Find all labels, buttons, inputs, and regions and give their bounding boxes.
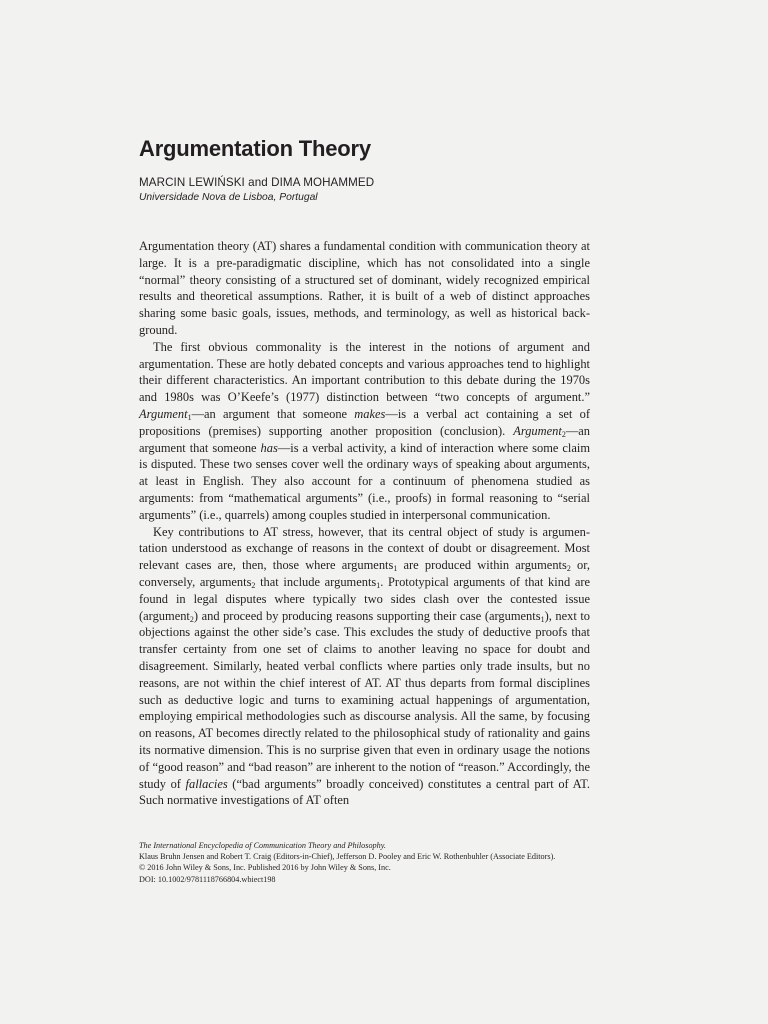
paragraph-2 (139, 339, 590, 524)
paragraph-1: Argumentation theory (AT) shares a fundamental condition with communication theory at large. It is a pre-paradigmatic discipline, which has not consolidated into a single “normal” theory consisting of a structured set of dominant, widely recognized empirical results and theoretical assumptions. Rather, it is built of a web of distinct approaches sharing some basic goals, issues, methods, and terminology, as well as historical background. (139, 239, 590, 337)
subscript: 1 (376, 580, 381, 590)
paragraph-3-text: are produced within arguments (397, 558, 567, 573)
subscript: 2 (566, 564, 571, 574)
subscript: 1 (187, 412, 192, 422)
term-argument-2: Argument (513, 423, 562, 438)
subscript: 1 (540, 614, 545, 624)
emphasis-has: has (260, 440, 278, 455)
paragraph-2-text: —is a verbal act containing a set of propositions (premises) supporting another proposition (conclusion). (139, 406, 590, 438)
paragraph-3-text: that include arguments (255, 574, 377, 589)
footer-editors: Klaus Bruhn Jensen and Robert T. Craig (Editors-in-Chief), Jefferson D. Pooley and Eric W. Rothenbuhler (Associate Editors). (139, 852, 556, 862)
footer-doi: DOI: 10.1002/9781118766804.wbiect198 (139, 874, 276, 884)
paragraph-2-text: —an argument that someone (191, 406, 355, 421)
term-argument-1: Argument (139, 406, 188, 421)
publication-footer (139, 840, 599, 885)
paragraph-3-text: ), next to objections against the other side’s case. This excludes the study of deductive proofs that transfer certainty from one set of claims to another leaving no space for doubt and disagreement. Similarly, heated verbal conflicts where parties only trade insults, but no reasons, are not within the chief interest of AT. AT thus departs from formal disciplines such as deductive logic and turns to examining actual happenings of argumentation, employing empirical methodologies such as discourse analysis. All the same, by focusing on reasons, AT becomes directly related to the philosophical study of rationality and gains its normative dimension. This is no surprise given that even in ordinary usage the notions of “good reason” and “bad reason” are inherent to the notion of “reason.” Accordingly, the study of (139, 608, 590, 791)
footer-copyright: © 2016 John Wiley & Sons, Inc. Published 2016 by John Wiley & Sons, Inc. (139, 863, 391, 873)
author-affiliation: Universidade Nova de Lisboa, Portugal (139, 192, 318, 203)
paragraph-3 (139, 524, 590, 810)
subscript: 2 (561, 429, 566, 439)
article-title: Argumentation Theory (139, 136, 371, 161)
paragraph-3-text: or, conversely, arguments (139, 558, 590, 589)
term-fallacies: fallacies (185, 776, 228, 791)
emphasis-makes: makes (354, 406, 386, 421)
paragraph-3-text: Key contributions to AT stress, however, that its central object of study is argumentation understood as exchange of reasons in the context of doubt or disagreement. Most relevant cases are, then, those where arguments (139, 524, 590, 573)
paragraph-2-text: The first obvious commonality is the interest in the notions of argument and argumentation. These are hotly debated concepts and various approaches tend to highlight their different characteristics. An important contribution to this debate during the 1970s and 1980s was O’Keefe’s (1977) distinction between “two concepts of argument.” (139, 339, 590, 405)
article-body (139, 238, 590, 809)
paragraph-3-text: (“bad arguments” broadly conceived) constitutes a central part of AT. Such normative investigations of AT often (139, 776, 591, 808)
subscript: 2 (251, 580, 256, 590)
subscript: 2 (189, 614, 194, 624)
paragraph-2-text: —an argument that someone (139, 423, 590, 455)
subscript: 1 (393, 564, 398, 574)
article-authors: MARCIN LEWIŃSKI and DIMA MOHAMMED (139, 176, 375, 189)
paragraph-3-text: . Prototypical arguments of that kind are found in legal disputes where typically two sides clash over the contested issue (argument (139, 574, 591, 623)
paragraph-2-text: —is a verbal activity, a kind of interaction where some claim is disputed. These two senses cover well the ordinary ways of speaking about arguments, at least in English. They also account for a continuum of phenomena studied as arguments: from “mathematical arguments” (i.e., proofs) in formal reasoning to “serial arguments” (i.e., quarrels) among couples studied in interpersonal communication. (139, 440, 590, 522)
footer-encyclopedia-title: The International Encyclopedia of Communication Theory and Philosophy. (139, 841, 386, 850)
paragraph-3-text: ) and proceed by producing reasons supporting their case (arguments (193, 608, 541, 623)
